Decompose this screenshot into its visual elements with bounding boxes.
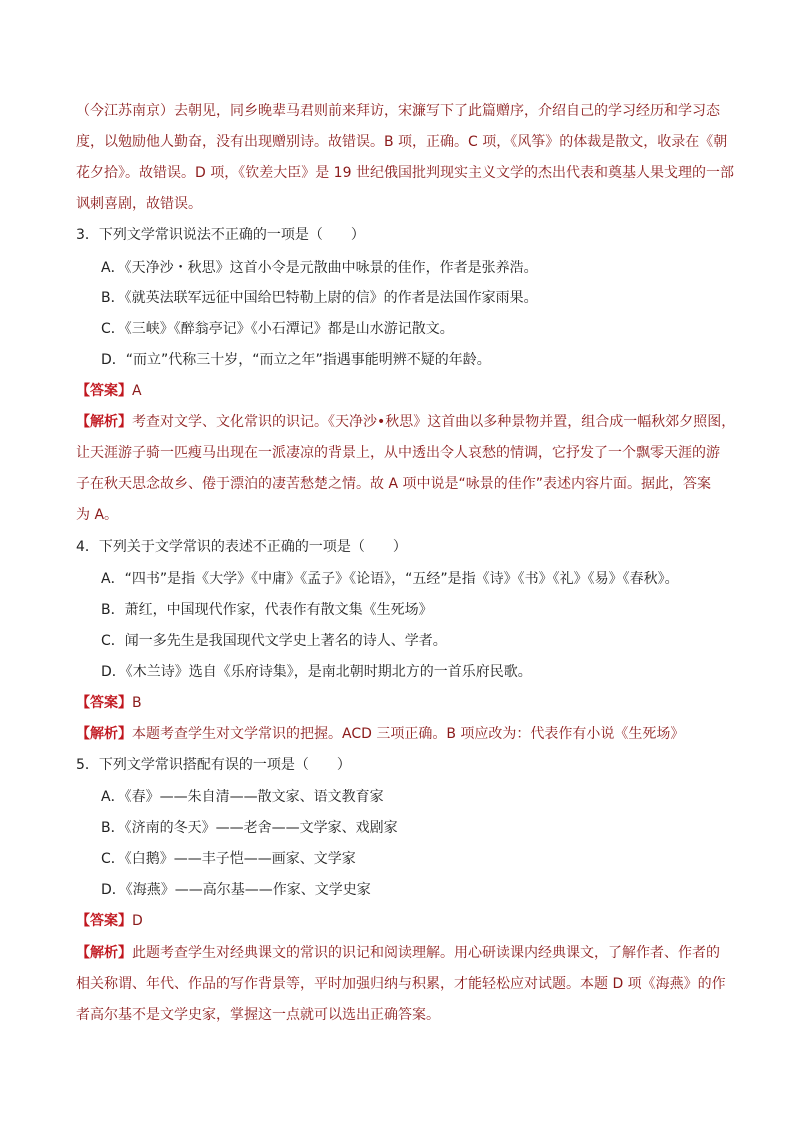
analysis-tag: 【解析】	[76, 726, 132, 742]
question-5-analysis-line: 者高尔基不是文学史家，掌握这一点就可以选出正确答案。	[76, 1007, 440, 1023]
question-3-option-c: C．《三峡》《醉翁亭记》《小石潭记》都是山水游记散文。	[101, 321, 454, 337]
intro-line: （今江苏南京）去朝见，同乡晚辈马君则前来拜访，宋濂写下了此篇赠序，介绍自己的学习经历和学习态	[76, 103, 720, 119]
question-4-analysis	[76, 719, 726, 749]
question-5-option-a: A．《春》——朱自清——散文家、语文教育家	[101, 789, 384, 805]
answer-tag: 【答案】	[76, 383, 132, 399]
question-4-option-b: B．萧红，中国现代作家，代表作有散文集《生死场》	[101, 602, 433, 618]
question-3-option-d: D．“而立”代称三十岁，“而立之年”指遇事能明辨不疑的年龄。	[101, 352, 491, 368]
analysis-text: 此题考查学生对经典课文的常识的识记和阅读理解。用心研读课内经典课文，了解作者、作者的	[132, 945, 720, 961]
question-5-analysis-line: 相关称谓、年代、作品的写作背景等，平时加强归纳与积累，才能轻松应对试题。本题 D 项《海燕》的作	[76, 976, 726, 992]
question-4-option-c: C．闻一多先生是我国现代文学史上著名的诗人、学者。	[101, 633, 447, 649]
question-3-analysis-line: 为 A。	[76, 507, 119, 523]
question-3-analysis-line: 让天涯游子骑一匹瘦马出现在一派凄凉的背景上，从中透出令人哀愁的情调，它抒发了一个飘零天涯的游	[76, 445, 720, 461]
analysis-text: 考查对文学、文化常识的识记。《天净沙•秋思》这首曲以多种景物并置，组合成一幅秋郊夕照图，	[132, 414, 736, 430]
question-4-stem: 4．下列关于文学常识的表述不正确的一项是（ ）	[76, 539, 407, 555]
question-5-analysis	[76, 938, 726, 968]
question-4-option-d: D．《木兰诗》选自《乐府诗集》，是南北朝时期北方的一首乐府民歌。	[101, 664, 532, 680]
question-3-option-a: A．《天净沙・秋思》这首小令是元散曲中咏景的佳作，作者是张养浩。	[101, 260, 538, 276]
question-3-option-b: B．《就英法联军远征中国给巴特勒上尉的信》的作者是法国作家雨果。	[101, 290, 538, 306]
answer-value: D	[132, 913, 143, 929]
answer-value: B	[132, 695, 142, 711]
intro-line: 花夕拾》。故错误。D 项，《钦差大臣》是 19 世纪俄国批判现实主义文学的杰出代表和奠基人果戈理的一部	[76, 165, 734, 181]
question-4-option-a: A．“四书”是指《大学》《中庸》《孟子》《论语》，“五经”是指《诗》《书》《礼》《易》《春秋》。	[101, 571, 679, 587]
question-4-answer	[76, 688, 726, 718]
question-3-stem: 3．下列文学常识说法不正确的一项是（ ）	[76, 227, 365, 243]
analysis-text: 本题考查学生对文学常识的把握。ACD 三项正确。B 项应改为：代表作有小说《生死场》	[132, 726, 685, 742]
question-5-answer	[76, 906, 726, 936]
question-5-stem: 5．下列文学常识搭配有误的一项是（ ）	[76, 757, 351, 773]
intro-line: 讽刺喜剧，故错误。	[76, 196, 202, 212]
question-5-option-d: D．《海燕》——高尔基——作家、文学史家	[101, 882, 371, 898]
question-5-option-c: C．《白鹅》——丰子恺——画家、文学家	[101, 851, 356, 867]
answer-tag: 【答案】	[76, 913, 132, 929]
question-5-option-b: B．《济南的冬天》——老舍——文学家、戏剧家	[101, 820, 398, 836]
intro-line: 度，以勉励他人勤奋，没有出现赠别诗。故错误。B 项，正确。C 项，《风筝》的体裁是散文，收录在《朝	[76, 134, 728, 150]
analysis-tag: 【解析】	[76, 414, 132, 430]
question-3-analysis-line: 子在秋天思念故乡、倦于漂泊的凄苦愁楚之情。故 A 项中说是“咏景的佳作”表述内容片面。据此，答案	[76, 476, 711, 492]
question-3-analysis	[76, 407, 736, 437]
answer-tag: 【答案】	[76, 695, 132, 711]
analysis-tag: 【解析】	[76, 945, 132, 961]
question-3-answer	[76, 376, 726, 406]
answer-value: A	[132, 383, 142, 399]
